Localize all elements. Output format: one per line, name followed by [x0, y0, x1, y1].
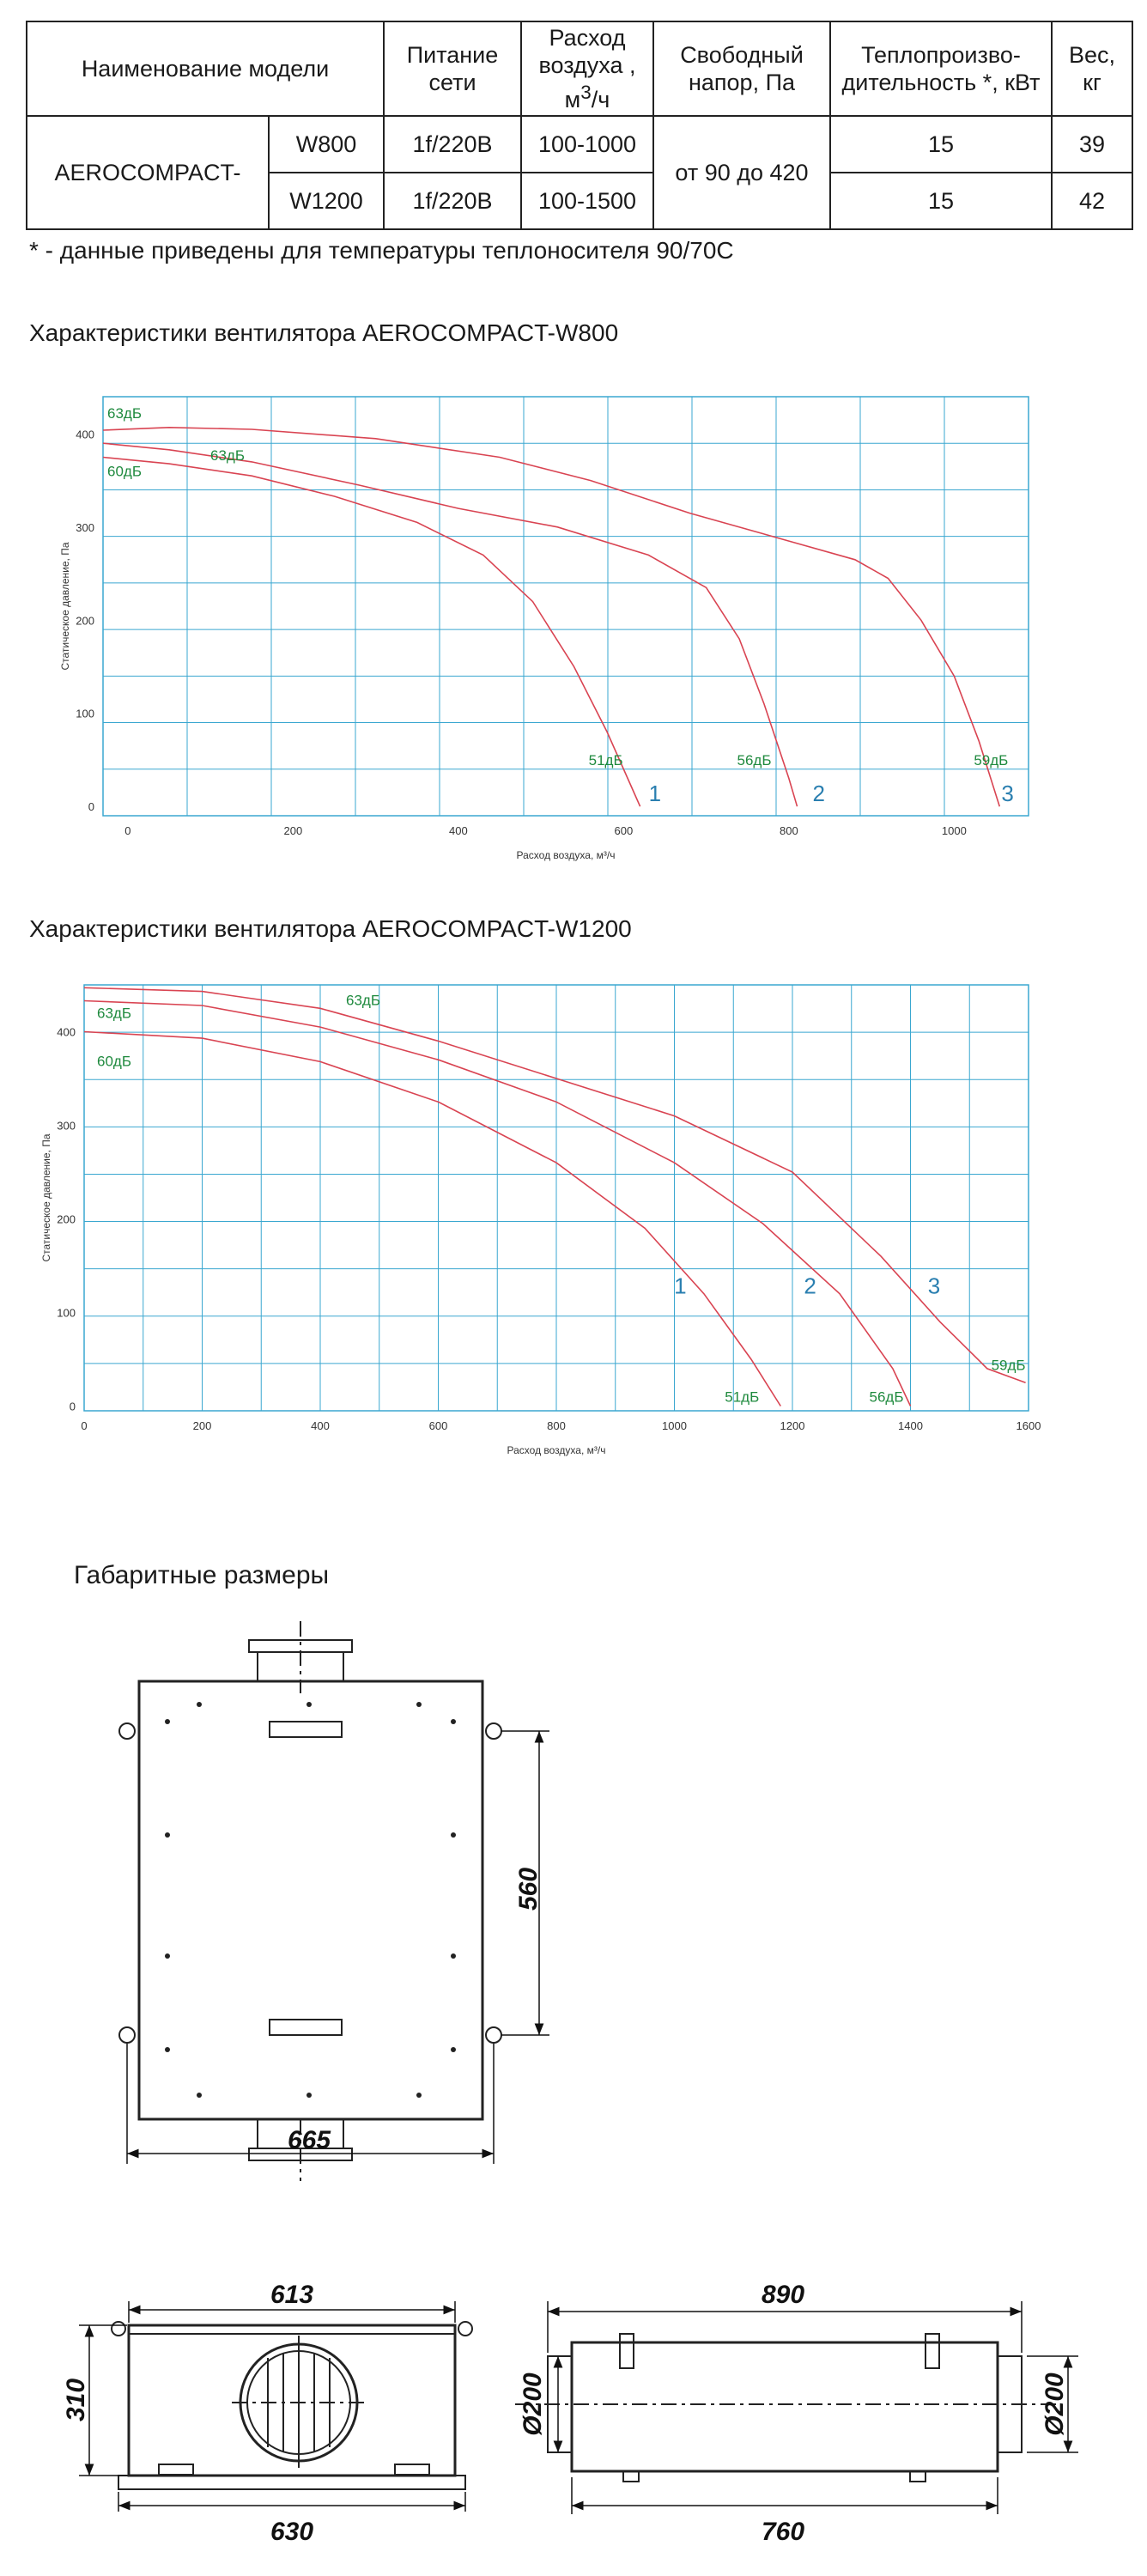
rivet: [165, 1953, 170, 1959]
y-tick-label: 200: [57, 1212, 76, 1226]
bracket-tl: [119, 1723, 135, 1739]
dim-310: 310: [62, 2378, 90, 2422]
y-tick-label: 0: [88, 800, 94, 814]
side-bracket-left: [620, 2334, 634, 2368]
curve-number: 2: [812, 781, 825, 807]
header-weight: Вес, кг: [1052, 21, 1132, 116]
curve-start-label: 63дБ: [210, 447, 245, 465]
x-tick-label: 0: [81, 1419, 88, 1432]
rivet: [197, 1702, 202, 1707]
curve-end-label: 56дБ: [869, 1388, 904, 1406]
spec-table: [26, 21, 1133, 230]
y-tick-label: 400: [76, 428, 94, 441]
x-axis-label: Расход воздуха, м³/ч: [507, 1444, 606, 1456]
y-tick-label: 400: [57, 1025, 76, 1039]
rivet: [165, 2047, 170, 2052]
curve-end-label: 59дБ: [991, 1357, 1026, 1374]
pressure-value: от 90 до 420: [653, 116, 830, 229]
curve-number: 3: [1001, 781, 1014, 807]
x-tick-label: 1400: [898, 1419, 923, 1432]
header-airflow: [521, 21, 653, 116]
dim-560: 560: [514, 1867, 543, 1911]
dim-760: 760: [761, 2518, 805, 2546]
header-model: Наименование модели: [27, 21, 384, 116]
x-tick-label: 1600: [1016, 1419, 1041, 1432]
x-tick-label: 600: [614, 824, 634, 837]
curve-end-label: 59дБ: [974, 752, 1009, 769]
header-power: Питание сети: [384, 21, 521, 116]
x-tick-label: 800: [547, 1419, 566, 1432]
curve-end-label: 51дБ: [588, 752, 623, 769]
dim-200-left: Ø200: [519, 2372, 547, 2436]
header-pressure: Свободный напор, Па: [653, 21, 830, 116]
row2-power: 1f/220В: [384, 173, 521, 229]
rivet: [165, 1832, 170, 1838]
bracket-br: [486, 2027, 501, 2043]
curve-start-label: 63дБ: [346, 992, 380, 1009]
rivet: [451, 1953, 456, 1959]
front-view-drawing: [112, 2322, 472, 2489]
x-tick-label: 200: [192, 1419, 212, 1432]
dimension-drawings: [0, 1528, 1147, 2576]
housing-outline: [139, 1681, 482, 2119]
side-foot-right: [910, 2471, 925, 2482]
row1-model: W800: [269, 116, 384, 173]
chart2-title: Характеристики вентилятора AEROCOMPACT-W1200: [29, 915, 632, 942]
row1-power: 1f/220В: [384, 116, 521, 173]
front-foot-left: [159, 2464, 193, 2475]
side-view-drawing: [515, 2334, 1056, 2482]
dim-890: 890: [761, 2281, 805, 2309]
y-tick-label: 200: [76, 614, 94, 628]
rivet: [165, 1719, 170, 1724]
dim-613: 613: [270, 2281, 314, 2309]
row2-airflow: 100-1500: [521, 173, 653, 229]
rivet: [306, 1702, 312, 1707]
footnote: * - данные приведены для температуры теплоносителя 90/70С: [29, 237, 734, 264]
y-axis-label: Статическое давление, Па: [40, 1133, 52, 1262]
row1-heat: 15: [830, 116, 1052, 173]
x-tick-label: 800: [780, 824, 798, 837]
header-airflow-post: /ч: [591, 87, 610, 112]
curve-line-1: [84, 1032, 780, 1406]
side-bracket-right: [925, 2334, 939, 2368]
y-axis-label: Статическое давление, Па: [59, 542, 71, 671]
dim-200-right: Ø200: [1041, 2372, 1069, 2436]
x-tick-label: 400: [311, 1419, 330, 1432]
bracket-tr: [486, 1723, 501, 1739]
y-tick-label: 300: [76, 520, 94, 534]
row1-weight: 39: [1052, 116, 1132, 173]
x-tick-label: 1200: [780, 1419, 805, 1432]
row2-weight: 42: [1052, 173, 1132, 229]
header-airflow-pre: Расход воздуха , м: [538, 25, 636, 112]
curve-number: 3: [927, 1273, 941, 1299]
curve-start-label: 60дБ: [107, 463, 142, 480]
side-housing: [572, 2342, 998, 2471]
curve-line-2: [103, 443, 798, 806]
rivet: [451, 1832, 456, 1838]
series-name: AEROCOMPACT-: [27, 116, 269, 229]
row1-airflow: 100-1000: [521, 116, 653, 173]
y-tick-label: 300: [57, 1119, 76, 1133]
row2-heat: 15: [830, 173, 1052, 229]
row2-model: W1200: [269, 173, 384, 229]
curve-start-label: 63дБ: [97, 1005, 131, 1022]
handle-bottom: [270, 2020, 342, 2035]
chart-w800: [0, 369, 1147, 861]
mounting-brackets: [119, 1723, 501, 2043]
front-foot-right: [395, 2464, 429, 2475]
curve-number: 1: [674, 1273, 687, 1299]
header-airflow-sup: 3: [580, 82, 592, 103]
y-tick-label: 100: [57, 1306, 76, 1320]
x-tick-label: 200: [283, 824, 303, 837]
curve-end-label: 56дБ: [737, 752, 772, 769]
curve-start-label: 63дБ: [107, 405, 142, 422]
rivet: [416, 1702, 422, 1707]
handle-top: [270, 1722, 342, 1737]
curve-number: 1: [648, 781, 662, 807]
dim-665: 665: [287, 2126, 331, 2154]
x-tick-label: 400: [449, 824, 468, 837]
x-tick-label: 1000: [662, 1419, 687, 1432]
dim-front-lines: [79, 2301, 465, 2512]
chart1-title: Характеристики вентилятора AEROCOMPACT-W800: [29, 319, 619, 346]
y-tick-label: 100: [76, 707, 94, 720]
dims-title: Габаритные размеры: [74, 1561, 330, 1589]
rivet: [306, 2093, 312, 2098]
header-heat: Теплопроизво-дительность *, кВт: [830, 21, 1052, 116]
curve-number: 2: [804, 1273, 816, 1299]
x-axis-label: Расход воздуха, м³/ч: [516, 849, 616, 861]
rivets: [165, 1702, 456, 2098]
curve-line-3: [84, 987, 1026, 1382]
rivet: [451, 2047, 456, 2052]
rivet: [197, 2093, 202, 2098]
x-tick-label: 600: [428, 1419, 448, 1432]
x-tick-label: 0: [124, 824, 131, 837]
curve-line-3: [103, 428, 999, 806]
x-tick-label: 1000: [941, 824, 967, 837]
side-foot-left: [623, 2471, 639, 2482]
front-bracket-right: [458, 2322, 472, 2336]
front-bracket-left: [112, 2322, 125, 2336]
bracket-bl: [119, 2027, 135, 2043]
y-tick-label: 0: [69, 1400, 76, 1413]
curve-start-label: 60дБ: [97, 1053, 131, 1070]
curve-end-label: 51дБ: [725, 1388, 760, 1406]
curve-line-1: [103, 458, 640, 807]
dim-630: 630: [270, 2518, 314, 2546]
chart-w1200: [0, 966, 1147, 1481]
rivet: [416, 2093, 422, 2098]
rivet: [451, 1719, 456, 1724]
front-base: [118, 2476, 465, 2489]
